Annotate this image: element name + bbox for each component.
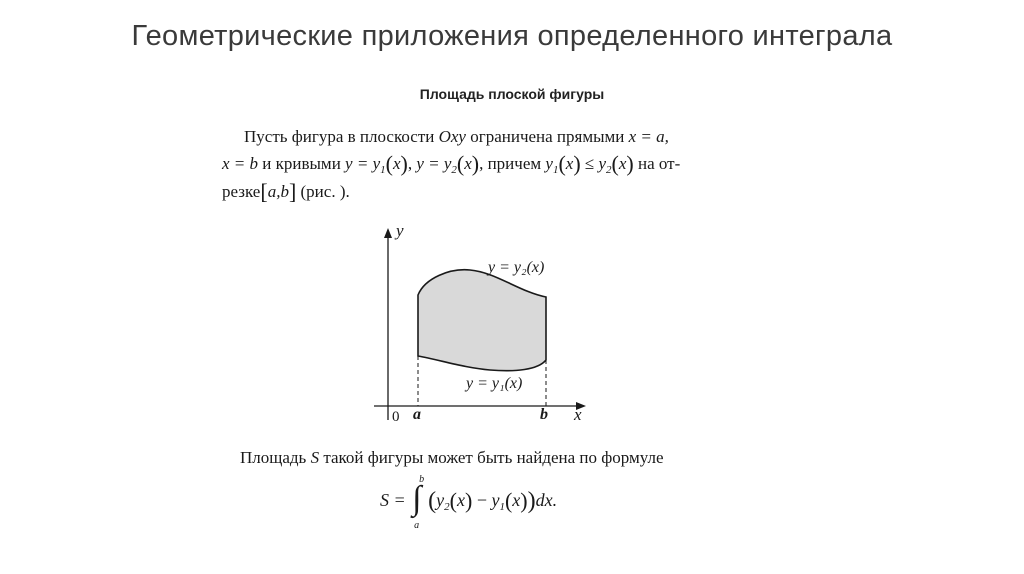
area-figure [360,220,600,430]
paragraph-line-1: Пусть фигура в плоскости Oxy ограничена прямыми x = a, [244,127,669,146]
section-heading: Площадь плоской фигуры [419,86,605,102]
formula-lhs: S = [380,490,406,511]
lower-curve-label: y = y₁(x) [466,375,523,392]
upper-curve-label: y = y₂(x) [488,259,545,276]
y-axis-label: y [396,221,404,240]
integral-sign: b ∫ a [412,474,425,531]
paragraph-line-3: резке[a,b] (рис. ). [222,179,350,204]
shaded-region [418,270,546,371]
formula-intro: Площадь S такой фигуры может быть найдена по формуле [240,448,664,467]
label-b: b [540,406,548,423]
paragraph-line-2: x = b и кривыми $y = y_1(x)$, $y = y_2(x)$, причем $y_1(x) \le y_2(x)$ на от- [222,151,681,176]
label-a: a [413,406,421,423]
y-axis-arrow [384,228,392,238]
area-formula: S = b ∫ a $(y_2(x) - y_1(x))dx$. [380,474,558,531]
x-axis-label: x [574,405,582,424]
origin-label: 0 [392,409,400,425]
slide-title: Геометрические приложения определенного интеграла [131,20,893,52]
